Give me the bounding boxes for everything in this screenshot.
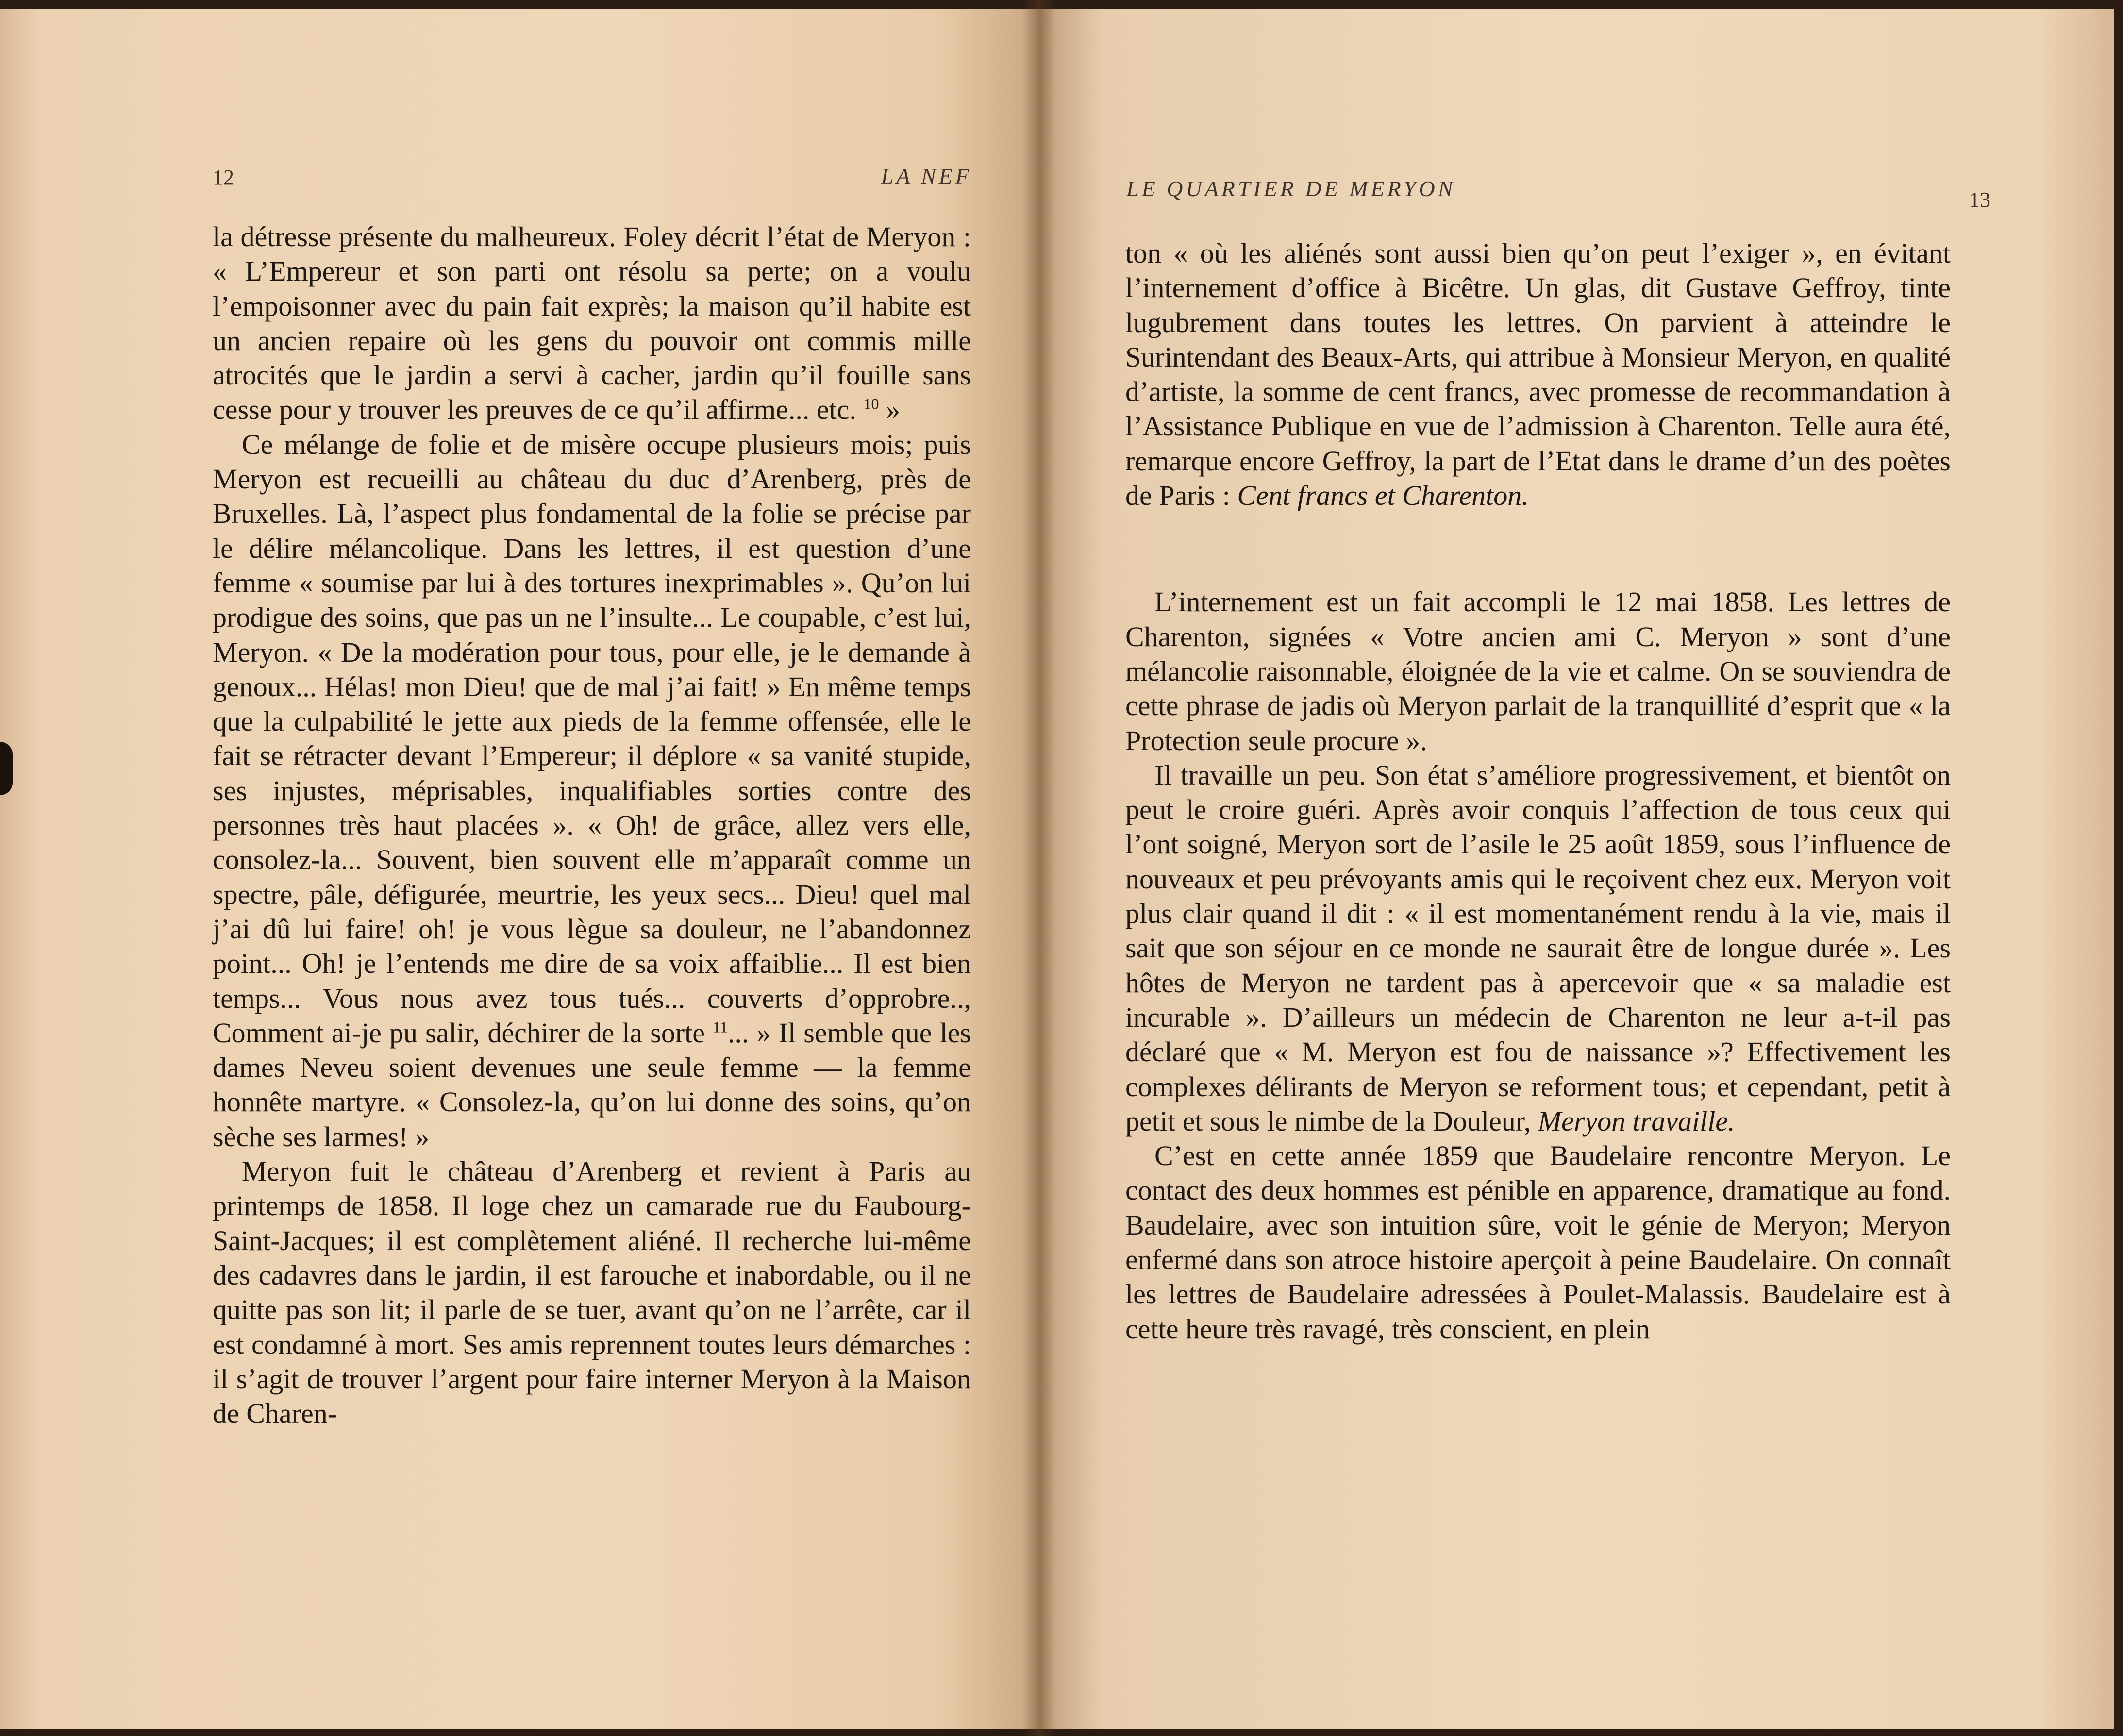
book-gutter xyxy=(1022,0,1056,1736)
running-head-right: LE QUARTIER DE MERYON xyxy=(1126,176,1456,201)
footnote-ref: 11 xyxy=(713,1018,728,1036)
section-break xyxy=(1125,513,1951,584)
paragraph-internement: L’internement est un fait accompli le 12 mai 1858. Les lettres de Charenton, signées « Votre ancien ami C. Meryon » sont d’une mélancolie raisonnable, éloignée de la vie et calme. On se souviendra de cette phrase de jadis où Meryon parlait de la tranquillité d’esprit que « la Protection seule procure ». xyxy=(1125,586,1951,756)
running-head-left: LA NEF xyxy=(881,164,972,188)
page-number-right: 13 xyxy=(1969,188,1990,212)
paragraph-paris-1858: Meryon fuit le château d’Arenberg et revient à Paris au printemps de 1858. Il loge chez un camarade rue du Faubourg-Saint-Jacques; il est complètement aliéné. Il recherche lui-même des cadavres dans le jardin, il est farouche et inabordable, ou il ne quitte pas son lit; il parle de se tuer, avant qu’on ne l’arrête, car il est condamné à mort. Ses amis reprennent toutes leurs démarches : il s’agit de trouver l’argent pour faire interner Meryon à la Maison de Charen- xyxy=(213,1155,971,1430)
paragraph-arenberg: Ce mélange de folie et de misère occupe plusieurs mois; puis Meryon est recueilli au château du duc d’Arenberg, près de Bruxelles. Là, l’aspect plus fondamental de la folie se précise par le délire mélancolique. Dans les lettres, il est question d’une femme « soumise par lui à des tortures inexprimables ». Qu’on lui prodigue des soins, que pas un ne l’insulte... Le coupable, c’est lui, Meryon. « De la modération pour tous, pour elle, je le demande à genoux... Hélas! mon Dieu! que de mal j’ai fait! » En même temps que la culpabilité le jette aux pieds de la femme offensée, elle le fait se rétracter devant l’Empereur; il déplore « sa vanité stupide, ses injustes, méprisables, inqualifiables sorties contre des personnes très haut placées ». « Oh! de grâce, allez vers elle, consolez-la... Souvent, bien souvent elle m’apparaît comme un spectre, pâle, défigurée, meurtrie, les yeux secs... Dieu! quel mal j’ai dû lui faire! oh! je vous lègue sa douleur, ne l’abandonnez point... Oh! je l’entends me dire de sa voix affaiblie... Il est bien temps... Vous nous avez tous tués... couverts d’opprobre.., Comment ai-je pu salir, déchirer de la sorte $^{11}$... » Il semble que les dames Neveu soient devenues une seule femme — la femme honnête martyre. « Consolez-la, qu’on lui donne des soins, qu’on sèche ses larmes! » xyxy=(213,428,971,1152)
paragraph-baudelaire: C’est en cette année 1859 que Baudelaire rencontre Meryon. Le contact des deux hommes est pénible en apparence, dramatique au fond. Baudelaire, avec son intuition sûre, voit le génie de Meryon; Meryon enfermé dans son atroce histoire aperçoit à peine Baudelaire. On connaît les lettres de Baudelaire adressées à Poulet-Malassis. Baudelaire est à cette heure très ravagé, très conscient, en plein xyxy=(1125,1140,1951,1345)
footnote-ref: 10 xyxy=(863,395,879,413)
paragraph-travaille: Il travaille un peu. Son état s’améliore progressivement, et bientôt on peut le croire guéri. Après avoir conquis l’affection de tous ceux qui l’ont soigné, Meryon sort de l’asile le 25 août 1859, sous l’influence de nouveaux et peu prévoyants amis qui le reçoivent chez eux. Meryon voit plus clair quand il dit : « il est momentanément rendu à la vie, mais il sait que son séjour en ce monde ne saurait être de longue durée ». Les hôtes de Meryon ne tardent pas à apercevoir que « sa maladie est incurable ». D’ailleurs un médecin de Charenton ne leur a-t-il pas déclaré que « M. Meryon est fou de naissance »? Effectivement les complexes délirants de Meryon se reforment tous; et cependant, petit à petit et sous le nimbe de la Douleur, Meryon travaille. xyxy=(1125,759,1951,1137)
left-page-text xyxy=(213,219,971,1431)
page-edge-tab xyxy=(0,742,13,795)
page-number-left: 12 xyxy=(213,166,234,189)
paragraph-charenton: ton « où les aliénés sont aussi bien qu’on peut l’exiger », en évitant l’internement d’office à Bicêtre. Un glas, dit Gustave Geffroy, tinte lugubrement dans toutes les lettres. On parvient à atteindre le Surintendant des Beaux-Arts, qui attribue à Monsieur Meryon, en qualité d’artiste, la somme de cent francs, avec promesse de recommandation à l’Assistance Publique en vue de l’admission à Charenton. Telle aura été, remarque encore Geffroy, la part de l’Etat dans le drame d’un des poètes de Paris : Cent francs et Charenton. xyxy=(1125,237,1951,512)
right-page xyxy=(1039,9,2114,1729)
right-page-text xyxy=(1125,236,1951,1346)
left-page xyxy=(0,9,1039,1729)
paragraph-foley: la détresse présente du malheureux. Foley décrit l’état de Meryon : « L’Empereur et son parti ont résolu sa perte; on a voulu l’empoisonner avec du pain fait exprès; la maison qu’il habite est un ancien repaire où les gens du pouvoir ont commis mille atrocités que le jardin a servi à cacher, jardin qu’il fouille sans cesse pour y trouver les preuves de ce qu’il affirme... etc. $^{10}$ » xyxy=(213,221,971,426)
